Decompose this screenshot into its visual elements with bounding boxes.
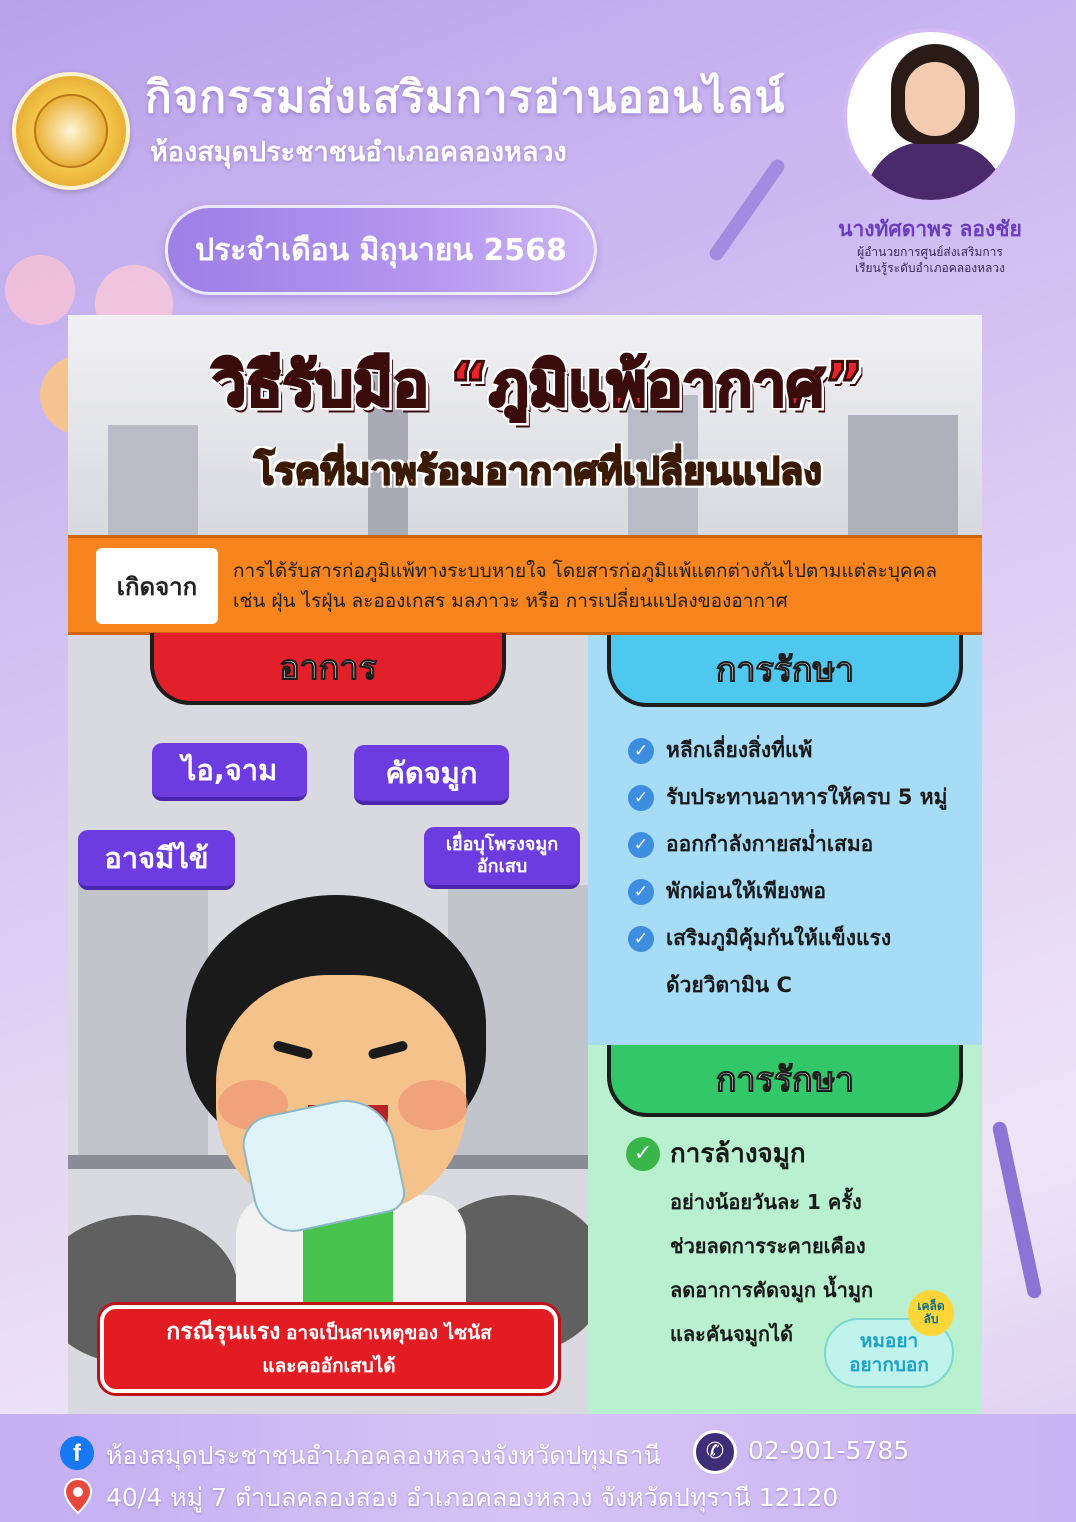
badge-line2: อยากบอก (849, 1354, 929, 1376)
location-pin-icon (64, 1478, 92, 1514)
check-icon: ✓ (628, 832, 654, 858)
page-title: กิจกรรมส่งเสริมการอ่านออนไลน์ (145, 72, 786, 123)
symptom-chip-congestion: คัดจมูก (354, 745, 509, 805)
boy-cheek (398, 1080, 468, 1130)
cause-line2: เช่น ฝุ่น ไรฝุ่น ละอองเกสร มลภาวะ หรือ การเปลี่ยนแปลงของอากาศ (233, 590, 788, 612)
severe-line1 (166, 1316, 491, 1350)
symptom-chip-rhinitis (424, 827, 580, 889)
severe-warning (100, 1305, 558, 1393)
decor-lavender (991, 1121, 1042, 1300)
subheadline: โรคที่มาพร้อมอากาศที่เปลี่ยนแปลง (254, 449, 822, 493)
month-pill: ประจำเดือน มิถุนายน 2568 (165, 205, 597, 295)
facebook-icon: f (60, 1436, 94, 1470)
footer-facebook[interactable]: ห้องสมุดประชาชนอำเภอคลองหลวงจังหวัดปทุมธานี (106, 1441, 661, 1470)
phone-icon: ✆ (693, 1430, 737, 1474)
check-icon: ✓ (626, 1137, 660, 1171)
severe-big: กรณีรุนแรง (166, 1319, 281, 1345)
symptom-chip-fever: อาจมีไข้ (78, 830, 235, 890)
nasal-line: และคันจมูกได้ (670, 1322, 793, 1346)
symptom-chip-cough: ไอ,จาม (152, 743, 307, 801)
director-face (905, 62, 965, 136)
treatment-item: ✓ รับประทานอาหารให้ครบ 5 หมู่ (628, 782, 968, 829)
footer-phone[interactable]: 02-901-5785 (748, 1436, 910, 1465)
cause-line1: การได้รับสารก่อภูมิแพ้ทางระบบหายใจ โดยสารก่อภูมิแพ้แตกต่างกันไปตามแต่ละบุคคล (233, 560, 937, 582)
treatment-header-1: การรักษา (607, 635, 963, 707)
director-photo (843, 28, 1019, 204)
page-subtitle: ห้องสมุดประชาชนอำเภอคลองหลวง (150, 137, 567, 168)
director-title (810, 244, 1050, 276)
badge-line1: หมอยา (859, 1330, 919, 1352)
check-icon: ✓ (628, 926, 654, 952)
nasal-line: อย่างน้อยวันละ 1 ครั้ง (670, 1190, 862, 1214)
treatment-panel-1 (588, 635, 982, 1045)
director-name: นางทัศดาพร ลองชัย (838, 217, 1022, 241)
director-body (865, 142, 1005, 204)
nasal-line: ช่วยลดการระคายเคือง (670, 1234, 866, 1258)
treatment-header-2: การรักษา (607, 1045, 963, 1117)
logo-seal (12, 72, 130, 190)
treatment-list (628, 735, 968, 1017)
headline: วิธีรับมือ “ภูมิแพ้อากาศ” (212, 350, 864, 420)
building (108, 425, 198, 535)
infographic-poster (68, 315, 982, 1415)
rhinitis-line1: เยื่อบุโพรงจมูก (445, 834, 559, 855)
treatment-item: ✓ หลีกเลี่ยงสิ่งที่แพ้ (628, 735, 968, 782)
director-title-line2: เรียนรู้ระดับอำเภอคลองหลวง (855, 261, 1005, 275)
nasal-wash-title: ✓ การล้างจมูก (626, 1133, 966, 1174)
check-icon: ✓ (628, 879, 654, 905)
check-icon: ✓ (628, 738, 654, 764)
treatment-item-continued: ด้วยวิตามิน C (666, 973, 792, 997)
rhinitis-line2: อักเสบ (476, 856, 528, 877)
symptom-header: อาการ (150, 633, 506, 705)
lightbulb-icon: เคล็ด ลับ (908, 1290, 954, 1336)
treatment-item: ✓ พักผ่อนให้เพียงพอ (628, 876, 968, 923)
severe-rest: อาจเป็นสาเหตุของ ไซนัส (285, 1322, 492, 1344)
footer-address: 40/4 หมู่ 7 ตำบลคลองสอง อำเภอคลองหลวง จังหวัดปทุรานี 12120 (106, 1483, 839, 1512)
director-title-line1: ผู้อำนวยการศูนย์ส่งเสริมการ (857, 245, 1003, 259)
treatment-item: ✓ เสริมภูมิคุ้มกันให้แข็งแรง (628, 923, 968, 970)
cause-band (68, 535, 982, 635)
check-icon: ✓ (628, 785, 654, 811)
cause-label: เกิดจาก (96, 548, 218, 624)
treatment-item: ✓ ออกกำลังกายสม่ำเสมอ (628, 829, 968, 876)
nasal-line: ลดอาการคัดจมูก น้ำมูก (670, 1278, 874, 1302)
severe-line2: และคออักเสบได้ (262, 1355, 396, 1377)
cause-text (233, 556, 973, 616)
decor-flower-pink (5, 255, 75, 325)
